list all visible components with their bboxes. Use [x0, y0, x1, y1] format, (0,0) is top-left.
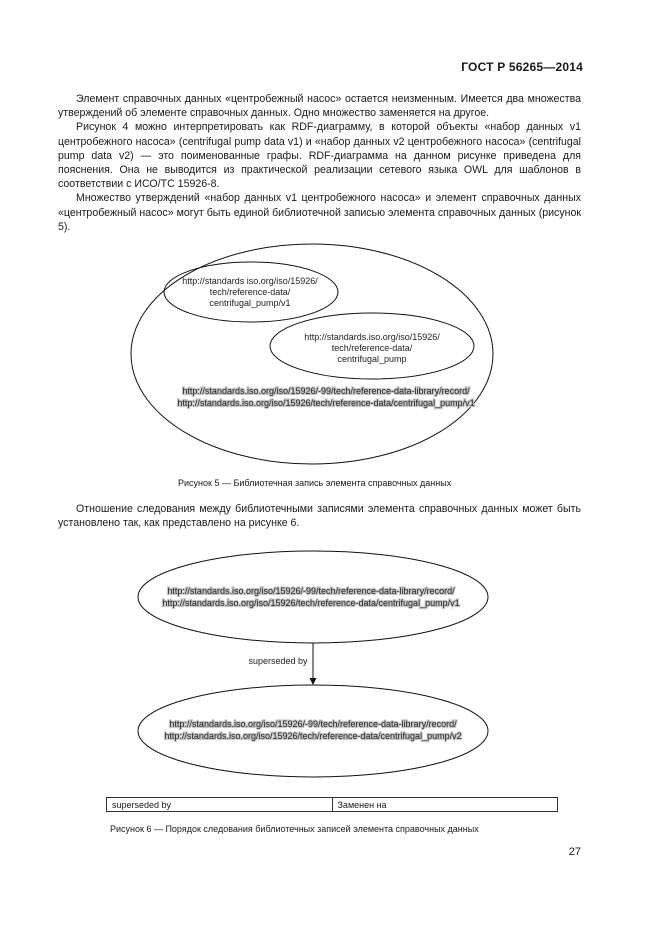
record-uri-line: http://standards.iso.org/iso/15926/tech/reference-data/centrifugal_pump/v1	[177, 398, 475, 408]
figure-5-caption: Рисунок 5 — Библиотечная запись элемента справочных данных	[178, 478, 452, 488]
figure-5-diagram	[131, 244, 493, 464]
uri-line: centrifugal_pump	[337, 354, 407, 364]
record-v1-ellipse	[138, 551, 488, 643]
paragraph: Множество утверждений «набор данных v1 центробежного насоса» и элемент справочных данных «центробежный насос» могут быть единой библиотечной записью элемента справочных данных (рисунок 5).	[58, 192, 581, 233]
record-uri-line: http://standards.iso.org/iso/15926/-99/tech/reference-data-library/record/	[167, 586, 455, 596]
uri-line: tech/reference-data/	[331, 343, 413, 353]
record-uri-line: http://standards.iso.org/iso/15926/-99/tech/reference-data-library/record/	[182, 386, 470, 396]
uri-line: http://standards.iso.org/iso/15926/	[304, 332, 440, 342]
figure-6-caption: Рисунок 6 — Порядок следования библиотечных записей элемента справочных данных	[110, 824, 479, 834]
term-en: superseded by	[107, 798, 333, 812]
record-uri-line: http://standards.iso.org/iso/15926/tech/reference-data/centrifugal_pump/v1	[162, 598, 460, 608]
uri-line: centrifugal_pump/v1	[209, 298, 291, 308]
figure-6-diagram	[138, 551, 488, 777]
term-ru: Заменен на	[332, 798, 558, 812]
intro2-text	[58, 502, 581, 530]
table-row	[107, 798, 558, 812]
record-uri-line: http://standards.iso.org/iso/15926/-99/tech/reference-data-library/record/	[169, 719, 457, 729]
record-uri-line: http://standards.iso.org/iso/15926/tech/reference-data/centrifugal_pump/v2	[164, 731, 462, 741]
arrow-head-icon	[310, 678, 317, 685]
paragraph: Отношение следования между библиотечными записями элемента справочных данных может быть установлено так, как представлено на рисунке 6.	[58, 503, 581, 530]
edge-label: superseded by	[248, 656, 308, 666]
uri-line: http://standards iso.org/iso/15926/	[182, 276, 318, 286]
document-id: ГОСТ Р 56265—2014	[461, 60, 583, 74]
term-table	[106, 797, 558, 812]
paragraph: Рисунок 4 можно интерпретировать как RDF-диаграмму, в которой объекты «набор данных v1 центробежного насоса» (centrifugal pump data v1) и «набор данных v2 центробежного насоса» (centrifugal pump data v2) — это поименованные графы. RDF-диаграмма на данном рисунке приведена для пояснения. Она не выводится из практической реализации сетевого языка OWL для шаблонов в соответствии с ИСО/ТС 15926-8.	[58, 121, 581, 191]
uri-line: tech/reference-data/	[209, 287, 291, 297]
paragraph: Элемент справочных данных «центробежный насос» остается неизменным. Имеется два множества утверждений об элементе справочных данных. Одно множество заменяется на другое.	[58, 93, 581, 120]
page-number: 27	[568, 846, 581, 858]
